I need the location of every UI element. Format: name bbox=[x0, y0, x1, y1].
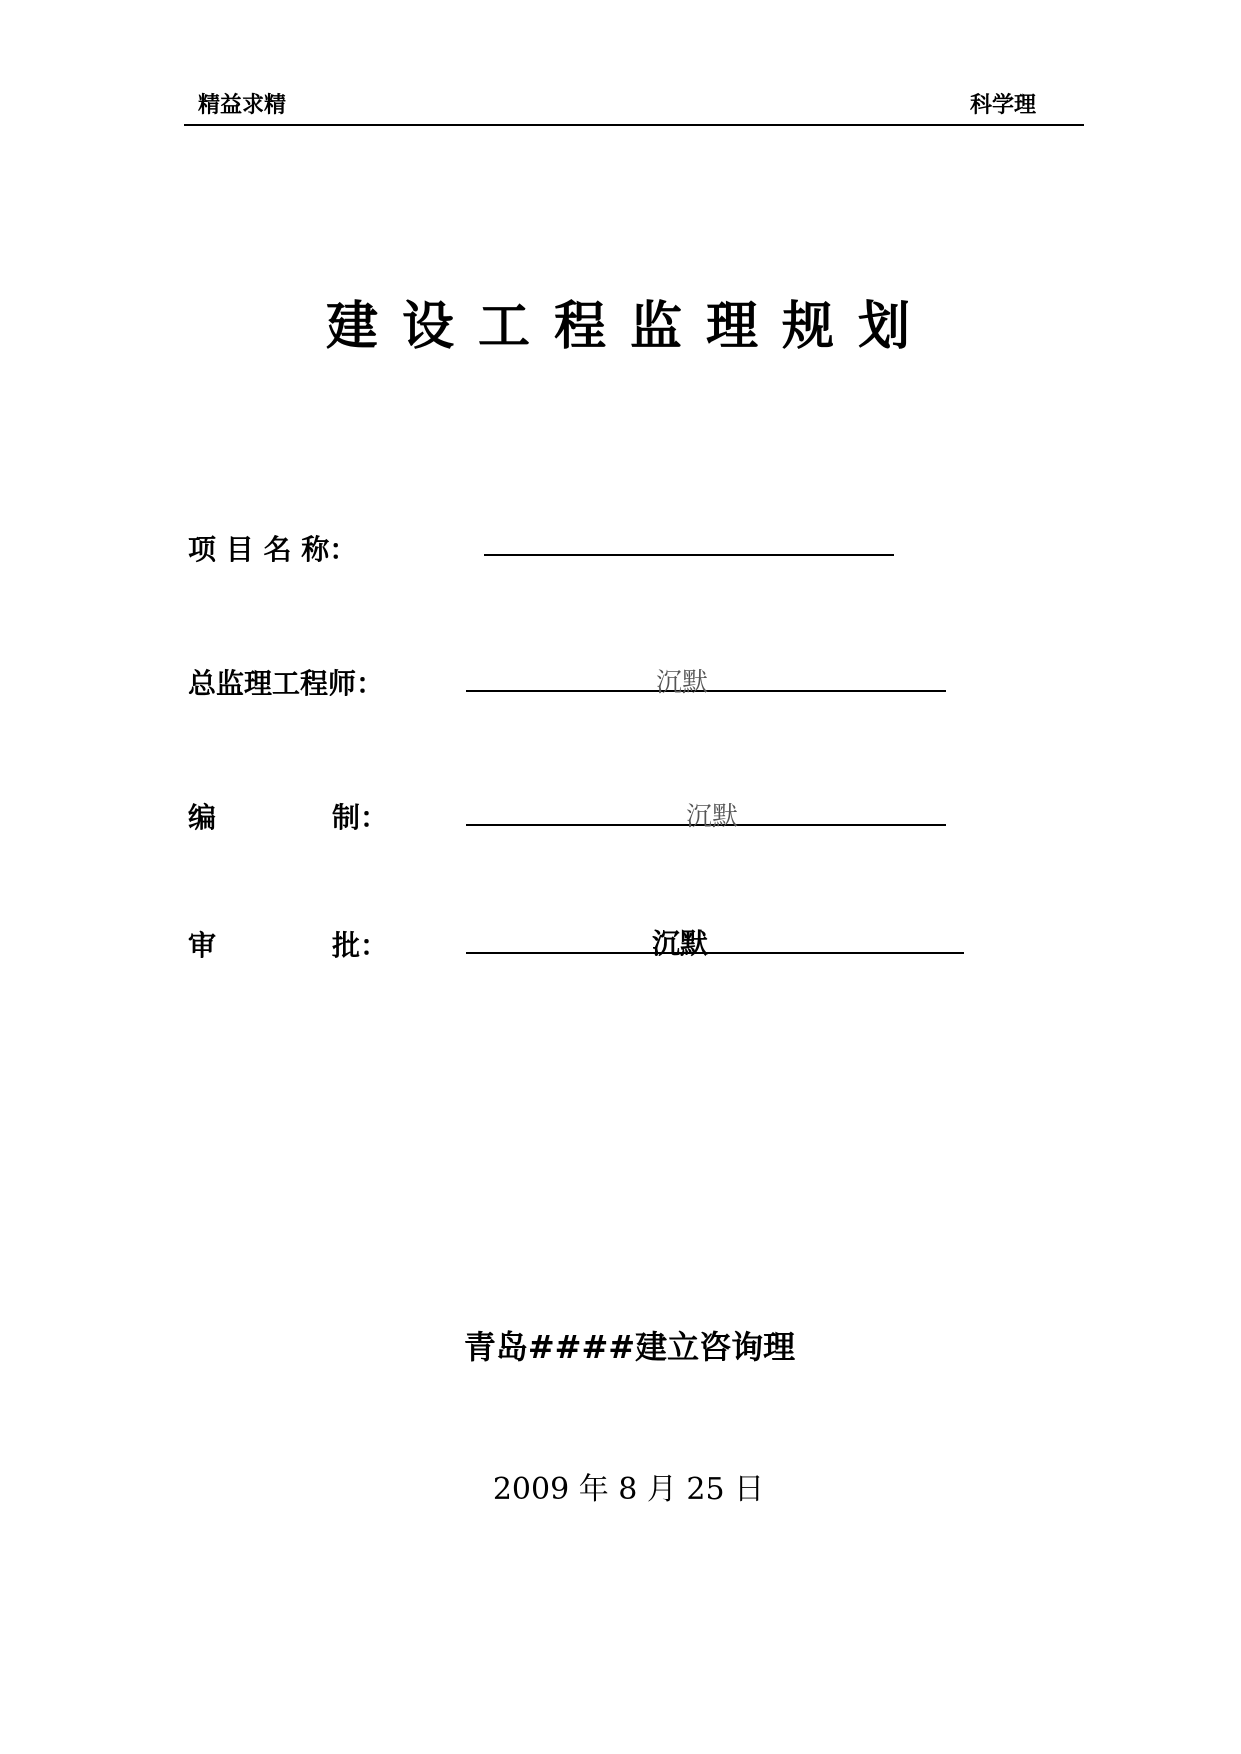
approved-by-label-a: 审 bbox=[188, 929, 217, 962]
approved-by-label bbox=[188, 924, 388, 964]
company-name: 青岛####建立咨询理 bbox=[463, 1328, 796, 1366]
project-name-underline bbox=[484, 554, 894, 556]
approved-by-value: 沉默 bbox=[652, 927, 709, 960]
compiled-by-label-a: 编 bbox=[188, 801, 217, 834]
approved-by-underline bbox=[466, 952, 964, 954]
chief-engineer-value: 沉默 bbox=[656, 668, 709, 698]
page-header bbox=[184, 88, 1084, 126]
project-name-label: 项 目 名 称： bbox=[188, 533, 358, 566]
compiled-by-value: 沉默 bbox=[686, 802, 739, 832]
chief-engineer-label: 总监理工程师： bbox=[188, 667, 385, 700]
document-title: 建设工程监理规划 bbox=[326, 296, 935, 357]
document-date: 2009 年 8 月 25 日 bbox=[492, 1472, 765, 1507]
approved-by-label-b: 批： bbox=[331, 929, 388, 962]
compiled-by-label-b: 制： bbox=[331, 801, 388, 834]
compiled-by-label bbox=[188, 796, 388, 836]
header-left-text: 精益求精 bbox=[198, 92, 287, 118]
header-right-text: 科学理 bbox=[969, 92, 1036, 118]
